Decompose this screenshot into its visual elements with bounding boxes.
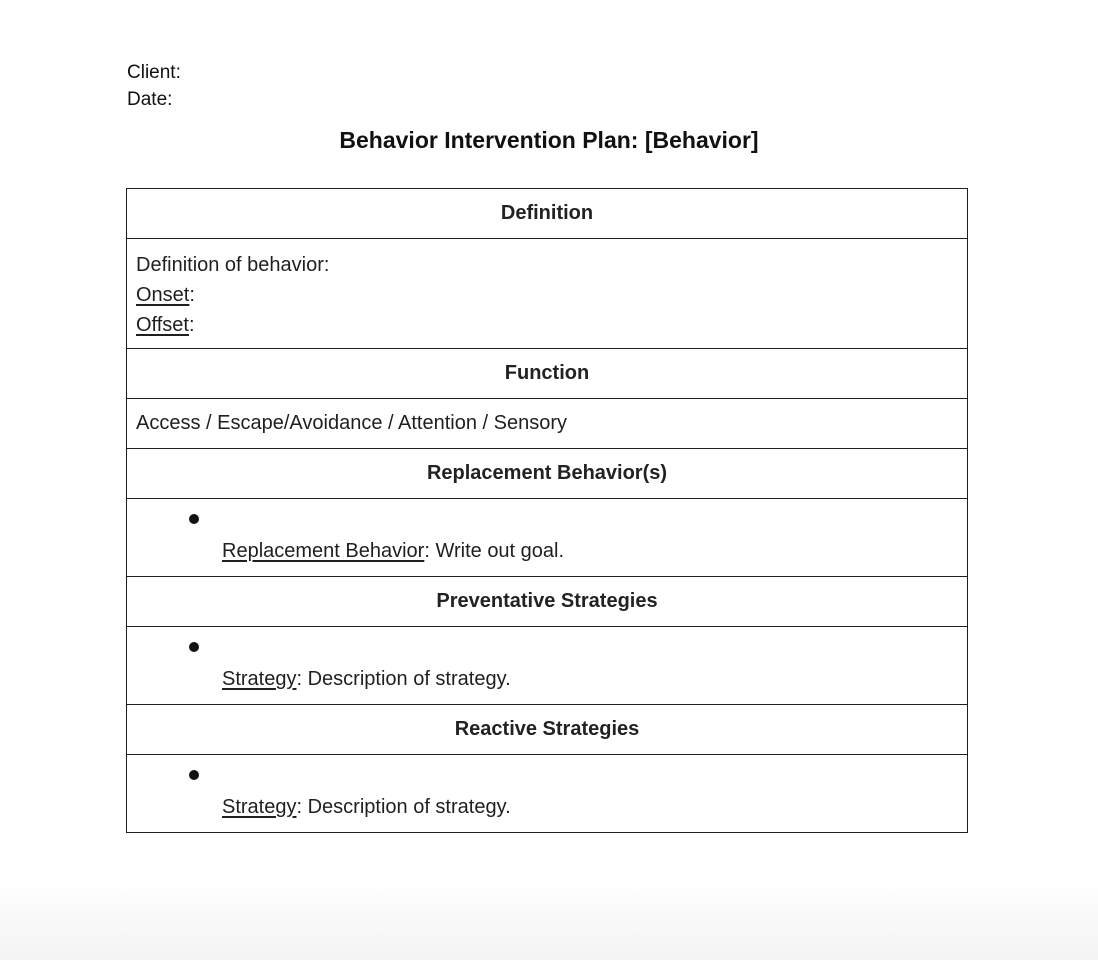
bullet-icon bbox=[189, 642, 199, 652]
replacement-body bbox=[127, 499, 968, 577]
onset-term: Onset bbox=[136, 284, 190, 306]
reactive-body bbox=[127, 755, 968, 833]
reactive-heading: Reactive Strategies bbox=[127, 705, 968, 755]
function-heading-row bbox=[127, 349, 968, 399]
preventative-text: : Description of strategy. bbox=[296, 668, 511, 690]
function-body-row bbox=[127, 399, 968, 449]
preventative-heading-row bbox=[127, 577, 968, 627]
offset-line bbox=[136, 310, 958, 340]
preventative-item bbox=[222, 665, 511, 693]
replacement-body-row bbox=[127, 499, 968, 577]
preventative-term: Strategy bbox=[222, 668, 297, 690]
behavior-plan-table bbox=[126, 188, 968, 833]
date-label: Date: bbox=[127, 89, 173, 110]
replacement-heading: Replacement Behavior(s) bbox=[127, 449, 968, 499]
function-options: Access / Escape/Avoidance / Attention / Sensory bbox=[127, 399, 968, 449]
replacement-heading-row bbox=[127, 449, 968, 499]
definition-body bbox=[127, 239, 968, 349]
definition-body-row bbox=[127, 239, 968, 349]
offset-term: Offset bbox=[136, 314, 189, 336]
definition-heading-row bbox=[127, 189, 968, 239]
page-title: Behavior Intervention Plan: [Behavior] bbox=[339, 127, 759, 153]
preventative-body bbox=[127, 627, 968, 705]
replacement-item bbox=[222, 537, 564, 565]
reactive-heading-row bbox=[127, 705, 968, 755]
definition-heading: Definition bbox=[127, 189, 968, 239]
replacement-text: : Write out goal. bbox=[424, 540, 565, 562]
onset-colon: : bbox=[189, 284, 195, 306]
onset-line bbox=[136, 280, 958, 310]
offset-colon: : bbox=[189, 314, 195, 336]
reactive-body-row bbox=[127, 755, 968, 833]
bullet-icon bbox=[189, 514, 199, 524]
bullet-icon bbox=[189, 770, 199, 780]
preventative-heading: Preventative Strategies bbox=[127, 577, 968, 627]
reactive-text: : Description of strategy. bbox=[296, 796, 511, 818]
preventative-body-row bbox=[127, 627, 968, 705]
reactive-item bbox=[222, 793, 511, 821]
reactive-term: Strategy bbox=[222, 796, 297, 818]
function-heading: Function bbox=[127, 349, 968, 399]
definition-label: Definition of behavior: bbox=[136, 254, 330, 276]
replacement-term: Replacement Behavior bbox=[222, 540, 425, 562]
client-label: Client: bbox=[127, 62, 181, 83]
